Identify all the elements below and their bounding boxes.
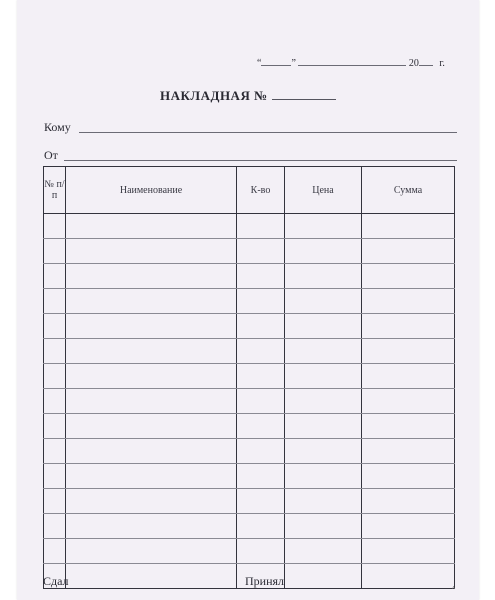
corner-mark: ᴀ <box>452 585 456 591</box>
cell-number[interactable] <box>44 464 66 489</box>
cell-price[interactable] <box>285 264 362 289</box>
cell-sum[interactable] <box>362 264 455 289</box>
document-title <box>160 88 336 104</box>
cell-name[interactable] <box>66 314 237 339</box>
header-sum: Сумма <box>362 167 455 214</box>
year-suffix: г. <box>439 58 445 69</box>
date-close-quote: ” <box>291 58 296 69</box>
handed-label: Сдал <box>43 574 69 588</box>
to-input-line[interactable] <box>79 132 457 133</box>
cell-quantity[interactable] <box>237 439 285 464</box>
cell-price[interactable] <box>285 439 362 464</box>
cell-number[interactable] <box>44 339 66 364</box>
table-row <box>44 239 455 264</box>
cell-number[interactable] <box>44 414 66 439</box>
cell-name[interactable] <box>66 364 237 389</box>
cell-quantity[interactable] <box>237 314 285 339</box>
cell-quantity[interactable] <box>237 289 285 314</box>
cell-sum[interactable] <box>362 514 455 539</box>
from-field <box>44 148 58 163</box>
to-field <box>44 120 71 135</box>
table-row <box>44 414 455 439</box>
cell-number[interactable] <box>44 514 66 539</box>
cell-price[interactable] <box>285 464 362 489</box>
cell-quantity[interactable] <box>237 239 285 264</box>
cell-price[interactable] <box>285 414 362 439</box>
table-row <box>44 539 455 564</box>
cell-quantity[interactable] <box>237 364 285 389</box>
cell-quantity[interactable] <box>237 264 285 289</box>
table-row <box>44 214 455 239</box>
invoice-number-blank[interactable] <box>272 89 336 100</box>
items-table-wrap <box>43 166 455 589</box>
items-table <box>43 166 455 589</box>
table-row <box>44 439 455 464</box>
year-prefix: 20 <box>408 58 419 69</box>
table-row <box>44 289 455 314</box>
cell-name[interactable] <box>66 214 237 239</box>
cell-number[interactable] <box>44 539 66 564</box>
cell-sum[interactable] <box>362 214 455 239</box>
cell-quantity[interactable] <box>237 214 285 239</box>
from-input-line[interactable] <box>64 160 457 161</box>
cell-price[interactable] <box>285 289 362 314</box>
header-quantity: К-во <box>237 167 285 214</box>
title-text: НАКЛАДНАЯ № <box>160 88 268 103</box>
cell-price[interactable] <box>285 489 362 514</box>
cell-number[interactable] <box>44 314 66 339</box>
cell-number[interactable] <box>44 439 66 464</box>
cell-sum[interactable] <box>362 539 455 564</box>
table-row <box>44 364 455 389</box>
table-header-row <box>44 167 455 214</box>
table-body <box>44 214 455 589</box>
handed-signature <box>43 574 69 589</box>
header-number: № п/п <box>44 167 66 214</box>
cell-name[interactable] <box>66 264 237 289</box>
cell-number[interactable] <box>44 389 66 414</box>
cell-number[interactable] <box>44 489 66 514</box>
cell-quantity[interactable] <box>237 464 285 489</box>
table-row <box>44 339 455 364</box>
cell-sum[interactable] <box>362 339 455 364</box>
cell-sum[interactable] <box>362 414 455 439</box>
cell-name[interactable] <box>66 464 237 489</box>
to-label: Кому <box>44 120 71 134</box>
table-row <box>44 314 455 339</box>
cell-sum[interactable] <box>362 489 455 514</box>
from-label: От <box>44 148 58 162</box>
cell-name[interactable] <box>66 414 237 439</box>
cell-price[interactable] <box>285 389 362 414</box>
cell-price[interactable] <box>285 239 362 264</box>
cell-price[interactable] <box>285 564 362 589</box>
invoice-form-sheet <box>17 0 479 600</box>
cell-name[interactable] <box>66 514 237 539</box>
cell-sum[interactable] <box>362 464 455 489</box>
cell-price[interactable] <box>285 339 362 364</box>
cell-sum[interactable] <box>362 364 455 389</box>
cell-name[interactable] <box>66 439 237 464</box>
header-price: Цена <box>285 167 362 214</box>
year-blank[interactable] <box>419 56 433 66</box>
month-blank[interactable] <box>298 56 406 66</box>
cell-number[interactable] <box>44 289 66 314</box>
table-row <box>44 514 455 539</box>
cell-quantity[interactable] <box>237 339 285 364</box>
cell-sum[interactable] <box>362 389 455 414</box>
cell-price[interactable] <box>285 214 362 239</box>
cell-number[interactable] <box>44 239 66 264</box>
day-blank[interactable] <box>261 56 291 66</box>
cell-price[interactable] <box>285 364 362 389</box>
cell-quantity[interactable] <box>237 489 285 514</box>
table-row <box>44 264 455 289</box>
cell-number[interactable] <box>44 364 66 389</box>
date-line <box>257 56 445 69</box>
cell-price[interactable] <box>285 314 362 339</box>
cell-sum[interactable] <box>362 564 455 589</box>
table-row <box>44 389 455 414</box>
header-name: Наименование <box>66 167 237 214</box>
cell-name[interactable] <box>66 389 237 414</box>
cell-name[interactable] <box>66 539 237 564</box>
date-open-quote: “ <box>257 58 262 69</box>
cell-sum[interactable] <box>362 289 455 314</box>
cell-name[interactable] <box>66 564 237 589</box>
cell-quantity[interactable] <box>237 539 285 564</box>
cell-quantity[interactable] <box>237 414 285 439</box>
table-row <box>44 464 455 489</box>
cell-name[interactable] <box>66 239 237 264</box>
cell-sum[interactable] <box>362 239 455 264</box>
received-label: Принял <box>245 574 285 588</box>
cell-name[interactable] <box>66 489 237 514</box>
cell-sum[interactable] <box>362 439 455 464</box>
cell-quantity[interactable] <box>237 514 285 539</box>
cell-price[interactable] <box>285 514 362 539</box>
cell-number[interactable] <box>44 214 66 239</box>
cell-price[interactable] <box>285 539 362 564</box>
table-row <box>44 489 455 514</box>
received-signature <box>245 574 284 589</box>
cell-quantity[interactable] <box>237 389 285 414</box>
cell-number[interactable] <box>44 264 66 289</box>
cell-sum[interactable] <box>362 314 455 339</box>
cell-name[interactable] <box>66 289 237 314</box>
cell-name[interactable] <box>66 339 237 364</box>
